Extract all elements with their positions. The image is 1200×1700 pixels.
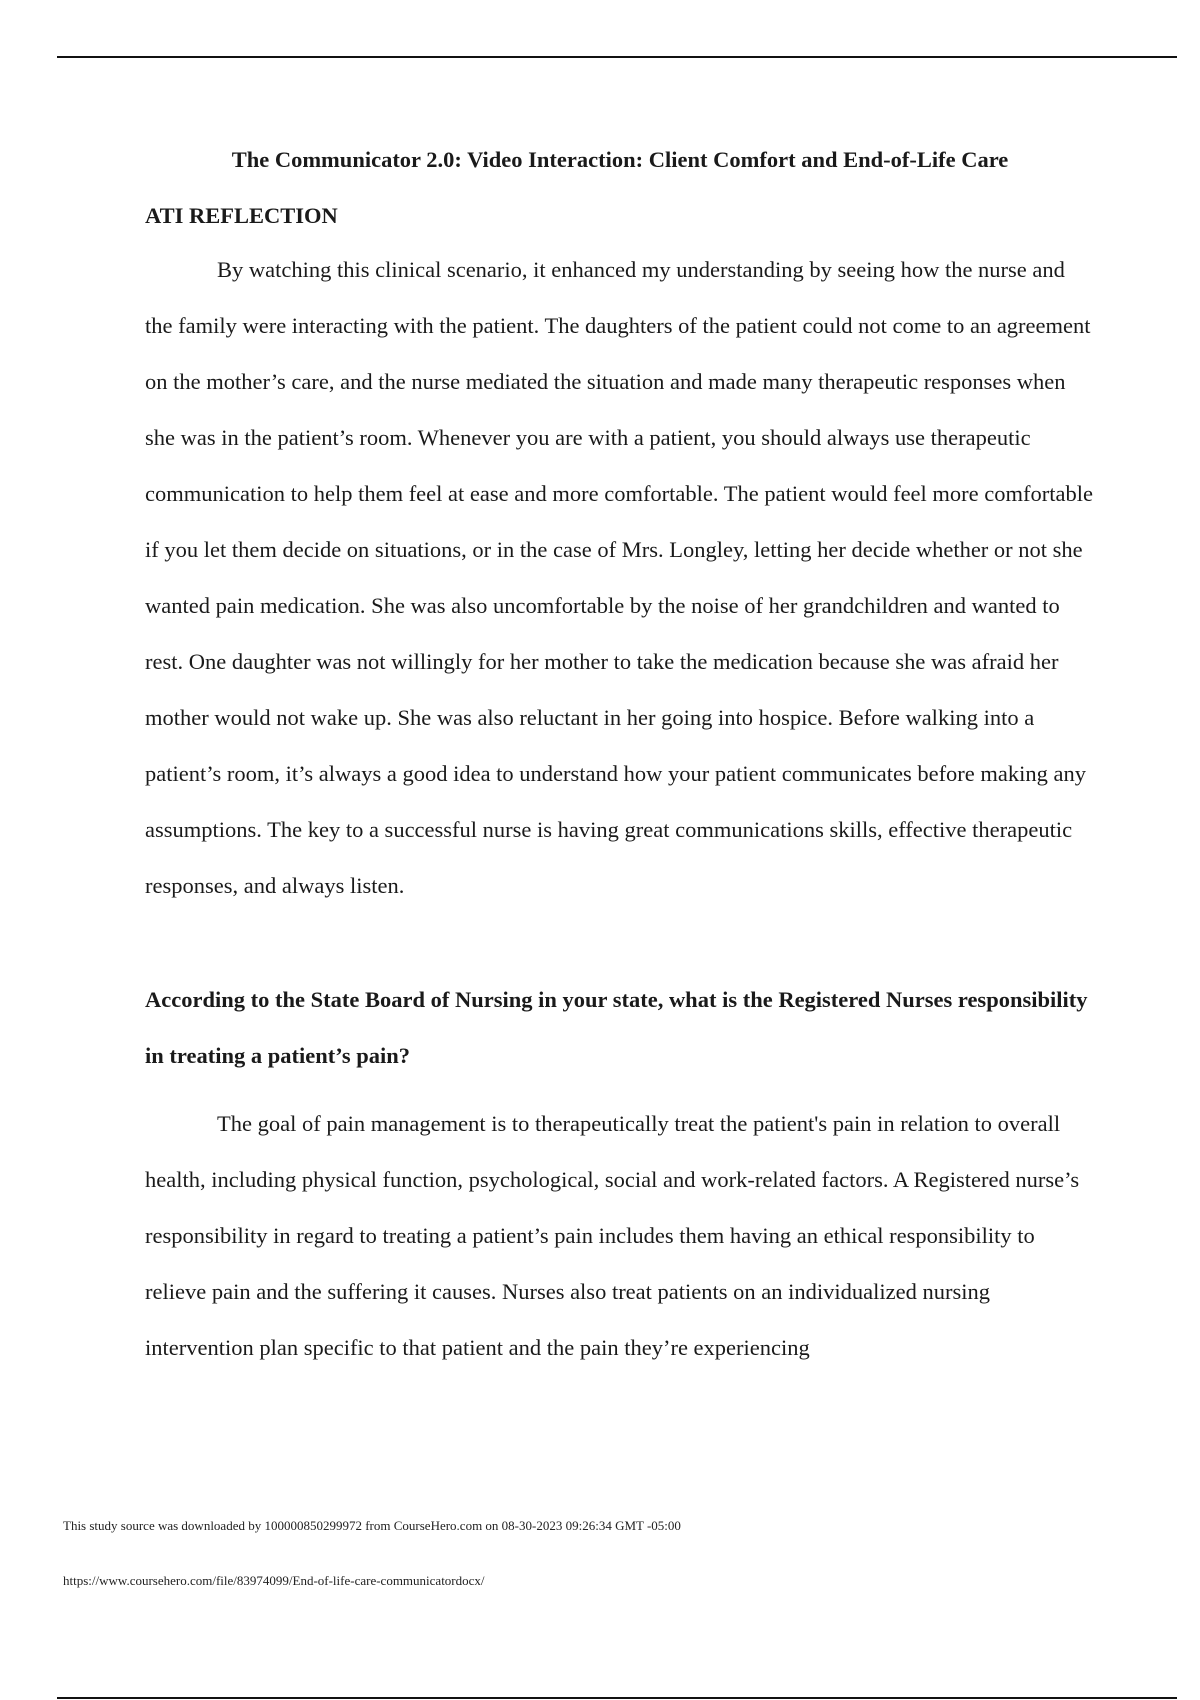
reflection-paragraph: By watching this clinical scenario, it enhanced my understanding by seeing how the nurse and the family were interacting with the patient. The daughters of the patient could not come to an agreement on the mother’s care, and the nurse mediated the situation and made many therapeutic responses when she was in the patient’s room. Whenever you are with a patient, you should always use therapeutic communication to help them feel at ease and more comfortable. The patient would feel more comfortable if you let them decide on situations, or in the case of Mrs. Longley, letting her decide whether or not she wanted pain medication. She was also uncomfortable by the noise of her grandchildren and wanted to rest. One daughter was not willingly for her mother to take the medication because she was afraid her mother would not wake up. She was also reluctant in her going into hospice. Before walking into a patient’s room, it’s always a good idea to understand how your patient communicates before making any assumptions. The key to a successful nurse is having great communications skills, effective therapeutic responses, and always listen. xyxy=(145,257,1093,898)
document-title: The Communicator 2.0: Video Interaction: Client Comfort and End-of-Life Care xyxy=(231,147,1009,172)
section-heading: ATI REFLECTION xyxy=(145,203,338,228)
source-url[interactable]: https://www.coursehero.com/file/83974099/End-of-life-care-communicatordocx/ xyxy=(63,1573,485,1588)
top-rule xyxy=(57,56,1177,58)
document-body xyxy=(145,138,1095,1376)
bottom-rule xyxy=(57,1697,1177,1699)
question-heading: According to the State Board of Nursing in your state, what is the Registered Nurses responsibility in treating a patient’s pain? xyxy=(145,987,1088,1068)
pain-management-paragraph: The goal of pain management is to therapeutically treat the patient's pain in relation to overall health, including physical function, psychological, social and work-related factors. A Registered nurse’s responsibility in regard to treating a patient’s pain includes them having an ethical responsibility to relieve pain and the suffering it causes. Nurses also treat patients on an individualized nursing intervention plan specific to that patient and the pain they’re experiencing xyxy=(145,1111,1080,1360)
download-source-note: This study source was downloaded by 100000850299972 from CourseHero.com on 08-30-2023 09:26:34 GMT -05:00 xyxy=(63,1518,681,1533)
